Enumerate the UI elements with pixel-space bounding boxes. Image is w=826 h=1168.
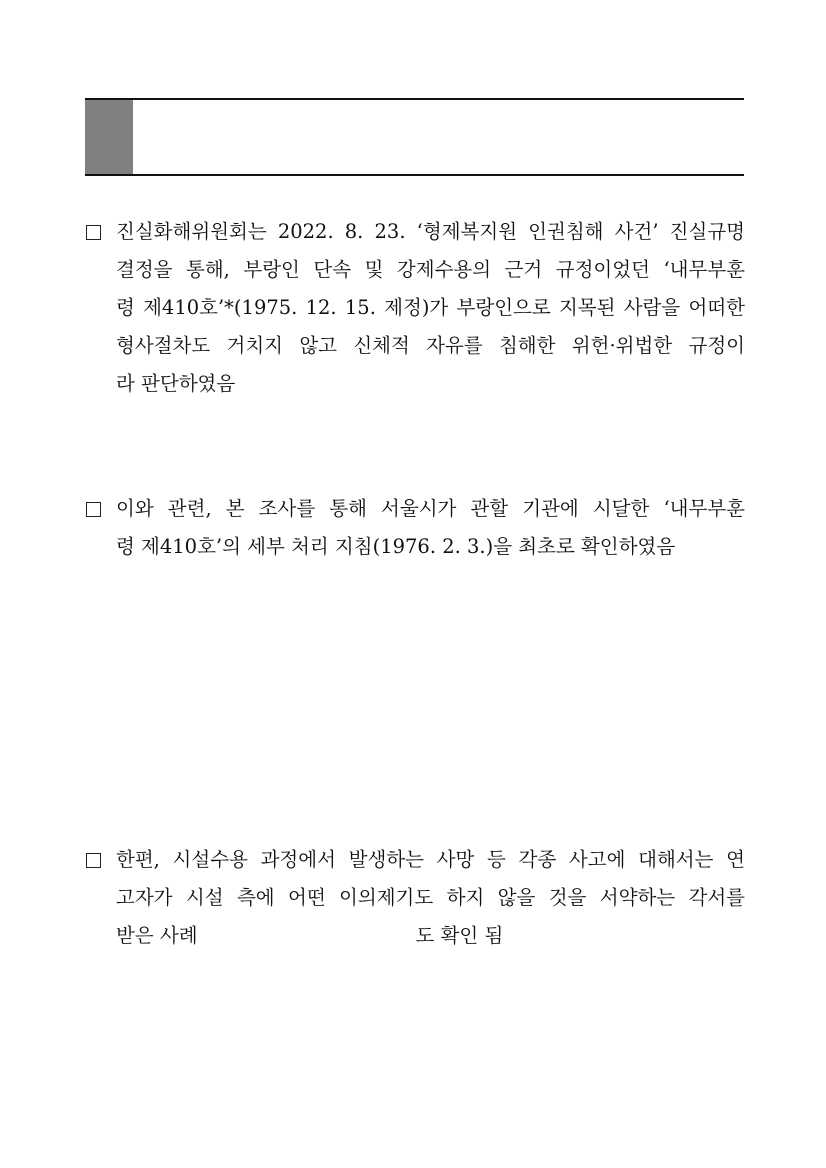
section-header-tab bbox=[85, 100, 133, 174]
line-start-text: 받은 사례 bbox=[116, 924, 198, 947]
checkbox-icon bbox=[86, 853, 101, 868]
paragraph-line: 령 제410호’의 세부 처리 지침(1976. 2. 3.)을 최초로 확인하였음 bbox=[116, 535, 676, 558]
section-header-box bbox=[85, 98, 744, 176]
paragraph-1 bbox=[85, 213, 745, 403]
paragraph-3 bbox=[85, 841, 745, 955]
paragraph-line bbox=[116, 917, 745, 955]
paragraph-line: 령 제410호’*(1975. 12. 15. 제정)가 부랑인으로 지목된 사람을 어떠한 bbox=[116, 296, 745, 319]
checkbox-icon bbox=[86, 225, 101, 240]
paragraph-line: 진실화해위원회는 2022. 8. 23. ‘형제복지원 인권침해 사건’ 진실규명 bbox=[116, 220, 745, 243]
paragraph-line: 결정을 통해, 부랑인 단속 및 강제수용의 근거 규정이었던 ‘내무부훈 bbox=[116, 258, 745, 281]
paragraph-line: 형사절차도 거치지 않고 신체적 자유를 침해한 위헌·위법한 규정이 bbox=[116, 334, 745, 357]
paragraph-line: 라 판단하였음 bbox=[116, 372, 236, 395]
paragraph-line: 이와 관련, 본 조사를 통해 서울시가 관할 기관에 시달한 ‘내무부훈 bbox=[116, 497, 745, 520]
paragraph-line: 한편, 시설수용 과정에서 발생하는 사망 등 각종 사고에 대해서는 연 bbox=[116, 848, 745, 871]
line-end-text: 도 확인 됨 bbox=[415, 924, 504, 947]
paragraph-2 bbox=[85, 490, 745, 566]
paragraph-line: 고자가 시설 측에 어떤 이의제기도 하지 않을 것을 서약하는 각서를 bbox=[116, 886, 745, 909]
checkbox-icon bbox=[86, 502, 101, 517]
